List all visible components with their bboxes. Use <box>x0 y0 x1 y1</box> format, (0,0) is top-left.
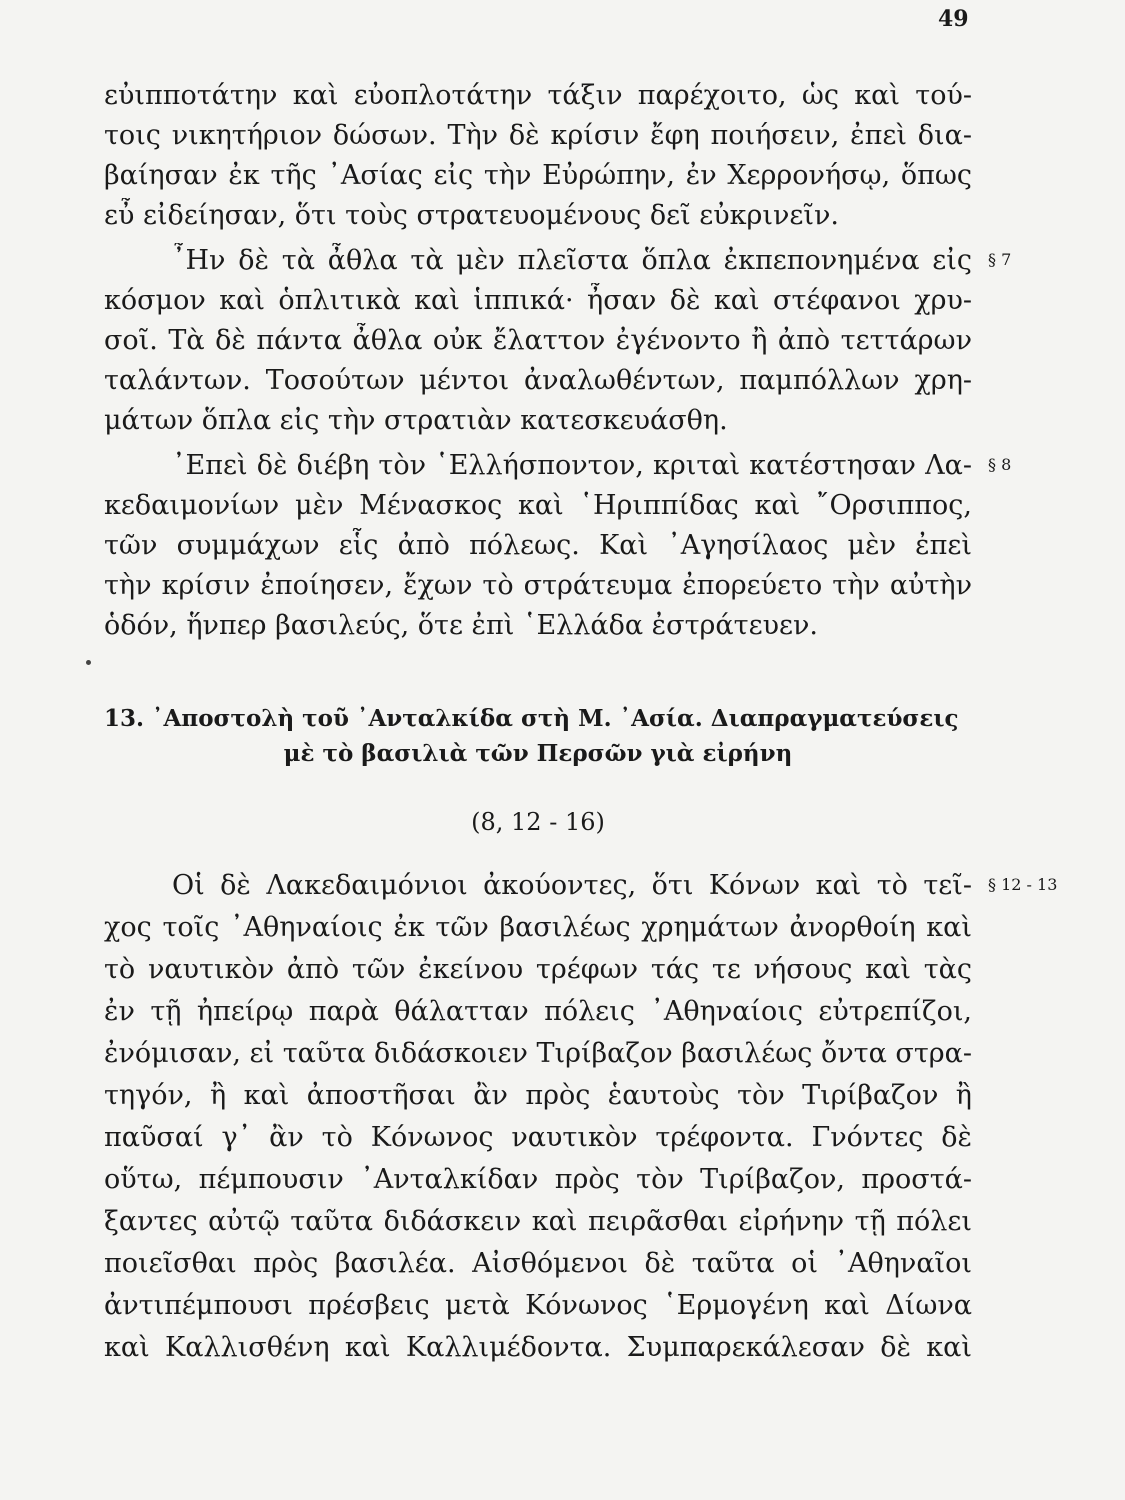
text-line: κόσμον καὶ ὁπλιτικὰ καὶ ἱππικά· ἦσαν δὲ καὶ στέφανοι χρυ- <box>104 285 972 316</box>
text-line: ἀντιπέμπουσι πρέσβεις μετὰ Κόνωνος ῾Ερμογένη καὶ Δίωνα <box>104 1290 972 1321</box>
text-line: καὶ Καλλισθένη καὶ Καλλιμέδοντα. Συμπαρεκάλεσαν δὲ καὶ <box>104 1332 972 1363</box>
chapter-heading-line2: μὲ τὸ βασιλιὰ τῶν Περσῶν γιὰ εἰρήνη <box>283 740 793 767</box>
text-line: τῶν συμμάχων εἷς ἀπὸ πόλεως. Καὶ ᾿Αγησίλαος μὲν ἐπεὶ <box>104 530 972 561</box>
text-line: τὴν κρίσιν ἐποίησεν, ἔχων τὸ στράτευμα ἐπορεύετο τὴν αὐτὴν <box>104 570 972 601</box>
chapter-heading-line1: 13. ᾿Αποστολὴ τοῦ ᾿Ανταλκίδα στὴ Μ. ᾿Ασία. Διαπραγματεύσεις <box>104 705 959 732</box>
text-line: οὕτω, πέμπουσιν ᾿Ανταλκίδαν πρὸς τὸν Τιρίβαζον, προστά- <box>104 1164 972 1195</box>
text-line: χος τοῖς ᾿Αθηναίοις ἐκ τῶν βασιλέως χρημάτων ἀνορθοίη καὶ <box>104 912 972 943</box>
margin-note-s12: § 12 - 13 <box>988 875 1058 894</box>
text-line: βαίησαν ἐκ τῆς ᾿Ασίας εἰς τὴν Εὐρώπην, ἐν Χερρονήσῳ, ὅπως <box>104 160 972 191</box>
text-line: σοῖ. Τὰ δὲ πάντα ἆθλα οὐκ ἔλαττον ἐγένοντο ἢ ἀπὸ τεττάρων <box>104 325 972 356</box>
text-line: ταλάντων. Τοσούτων μέντοι ἀναλωθέντων, παμπόλλων χρη- <box>104 365 972 396</box>
text-line: τηγόν, ἢ καὶ ἀποστῆσαι ἂν πρὸς ἑαυτοὺς τὸν Τιρίβαζον ἢ <box>104 1080 972 1111</box>
text-line: ᾿Επεὶ δὲ διέβη τὸν ῾Ελλήσποντον, κριταὶ κατέστησαν Λα- <box>172 450 972 481</box>
text-line: ῏Ην δὲ τὰ ἆθλα τὰ μὲν πλεῖστα ὅπλα ἐκπεπονημένα εἰς <box>172 245 972 276</box>
text-line: παῦσαί γ᾿ ἂν τὸ Κόνωνος ναυτικὸν τρέφοντα. Γνόντες δὲ <box>104 1122 972 1153</box>
margin-note-s7: § 7 <box>988 250 1012 269</box>
text-line: τὸ ναυτικὸν ἀπὸ τῶν ἐκείνου τρέφων τάς τε νήσους καὶ τὰς <box>104 954 972 985</box>
page-number: 49 <box>938 6 969 32</box>
text-line: ἐνόμισαν, εἰ ταῦτα διδάσκοιεν Τιρίβαζον βασιλέως ὄντα στρα- <box>104 1038 972 1069</box>
stray-dot <box>86 660 91 665</box>
text-line: τοις νικητήριον δώσων. Τὴν δὲ κρίσιν ἔφη ποιήσειν, ἐπεὶ δια- <box>104 120 972 151</box>
margin-note-s8: § 8 <box>988 455 1012 474</box>
text-line: ὁδόν, ἥνπερ βασιλεύς, ὅτε ἐπὶ ῾Ελλάδα ἐστράτευεν. <box>104 610 818 641</box>
chapter-reference: (8, 12 - 16) <box>471 808 605 836</box>
text-line: εὖ εἰδείησαν, ὅτι τοὺς στρατευομένους δεῖ εὐκρινεῖν. <box>104 200 839 231</box>
text-line: Οἱ δὲ Λακεδαιμόνιοι ἀκούοντες, ὅτι Κόνων καὶ τὸ τεῖ- <box>172 870 972 901</box>
text-line: ξαντες αὐτῷ ταῦτα διδάσκειν καὶ πειρᾶσθαι εἰρήνην τῇ πόλει <box>104 1206 972 1237</box>
text-line: ἐν τῇ ἠπείρῳ παρὰ θάλατταν πόλεις ᾿Αθηναίοις εὐτρεπίζοι, <box>104 996 972 1027</box>
text-line: ποιεῖσθαι πρὸς βασιλέα. Αἰσθόμενοι δὲ ταῦτα οἱ ᾿Αθηναῖοι <box>104 1248 972 1279</box>
text-line: εὐιπποτάτην καὶ εὐοπλοτάτην τάξιν παρέχοιτο, ὡς καὶ τού- <box>104 80 972 111</box>
text-line: κεδαιμονίων μὲν Μένασκος καὶ ῾Ηριππίδας καὶ ῎Ορσιππος, <box>104 490 972 521</box>
text-line: μάτων ὅπλα εἰς τὴν στρατιὰν κατεσκευάσθη. <box>104 405 728 436</box>
